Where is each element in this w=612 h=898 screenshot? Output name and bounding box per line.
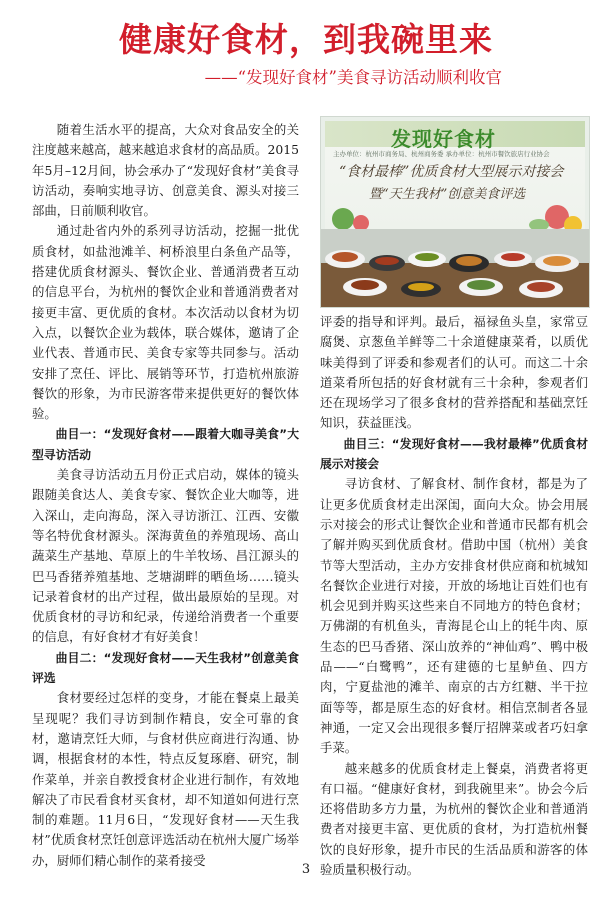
banner-logo-text: 发现好食材 xyxy=(391,127,496,151)
dishes-on-table xyxy=(321,229,589,307)
paragraph: 通过赴省内外的系列寻访活动，挖掘一批优质食材，如盐池滩羊、柯桥浪里白条鱼产品等，搭建优质食材源头、餐饮企业、普通消费者互动的信息平台，为杭州的餐饮企业和普通消费者对接更丰富、更优质的食材。本次活动以食材为切入点，以餐饮企业为载体，联合媒体，邀请了企业代表、普通市民、美食专家等共同参与。活动安排了烹任、评比、展销等环节，打造杭州旅游餐饮的形象，为市民游客带来提供更好的餐饮体验。 xyxy=(32,223,299,422)
banner-slogan-1: “食材最棒”优质食材大型展示对接会 xyxy=(339,164,564,180)
banner-vegetables-illustration xyxy=(325,199,585,233)
section-heading: 曲目二：“发现好食材——天生我材”创意美食评选 xyxy=(32,650,299,686)
event-photo xyxy=(320,116,590,308)
paragraph: 随着生活水平的提高，大众对食品安全的关注度越来越高，越来越追求食材的高品质。2015年5月–12月间，协会承办了“发现好食材”美食寻访活动，奏响实地寻访、创意美食、源头对接三部曲，日前顺利收官。 xyxy=(32,122,299,219)
paragraph: 美食寻访活动五月份正式启动，媒体的镜头跟随美食达人、美食专家、餐饮企业大咖等，进入深山，走向海岛，深入寻访浙江、江西、安徽等名特优食材源头。深海黄鱼的养殖现场、高山蔬菜生产基地、草原上的牛羊牧场、昌江源头的巴马香猪养殖基地、芝塘湖畔的晒鱼场……镜头记录着食材的出产过程，做出最原始的呈现。对优质食材的寻访和纪录，传递给消费者一个重要的信息，有好食材才有好美食！ xyxy=(32,467,299,645)
banner-organizers: 主办单位：杭州市商务局、杭州商务委 承办单位：杭州市餐饮旅店行业协会 xyxy=(333,150,550,158)
right-column xyxy=(320,312,588,880)
paragraph: 评委的指导和评判。最后，福禄鱼头皇，家常豆腐煲、京葱鱼羊鲜等二十余道健康菜肴，以质优味美得到了评委和参观者们的认可。而这二十余道菜肴所包括的好食材就有三十余种，参观者们还在现场学习了很多食材的营养搭配和基础烹饪知识，获益匪浅。 xyxy=(320,314,588,431)
banner-slogan-2: 暨“天生我材”创意美食评选 xyxy=(369,187,526,202)
event-banner xyxy=(325,121,585,233)
left-column xyxy=(32,120,299,871)
page-number: 3 xyxy=(301,862,311,877)
paragraph: 食材要经过怎样的变身，才能在餐桌上最美呈现呢？我们寻访到制作精良，安全可靠的食材，邀请烹饪大师，与食材供应商进行沟通、协调，根据食材的本性，特点反复琢磨、研究，制作菜单，并亲自教授食材企业进行制作，有效地解决了市民看食材买食材，却不知道如何进行烹制的难题。11月6日，“发现好食材——天生我材”优质食材烹饪创意评选活动在杭州大厦广场举办，厨师们精心制作的菜肴接受 xyxy=(32,690,299,868)
section-heading: 曲目一：“发现好食材——跟着大咖寻美食”大型寻访活动 xyxy=(32,427,299,462)
paragraph: 越来越多的优质食材走上餐桌，消费者将更有口福。“健康好食材，到我碗里来”。协会今后还将借助多方力量，为杭州的餐饮企业和普通消费者对接更丰富、更优质的食材，为打造杭州餐饮的良好形象，提升市民的生活品质和游客的体验质量积极行动。 xyxy=(320,760,588,878)
paragraph: 寻访食材、了解食材、制作食材，都是为了让更多优质食材走出深闺，面向大众。协会用展示对接会的形式让餐饮企业和普通市民都有机会了解并购买到优质食材。借助中国（杭州）美食节等大型活动，主办方安排食材供应商和杭城知名餐饮企业进行对接，开放的场地让百姓们也有机会见到并购买这些来自不同地方的特色食材；万佛湖的有机鱼头，青海昆仑山上的牦牛肉、原生态的巴马香猪、深山放养的“神仙鸡”、鸭中极品——“白鹭鸭”，还有建德的七星鲈鱼、四方肉，宁夏盐池的滩羊、南京的古方红糖、半干拉面等等，都是原生态的好食材。相信烹制者各显神通，一定又会出现很多餐厅招牌菜或者巧妇拿手菜。 xyxy=(320,476,588,756)
article-title: 健康好食材，到我碗里来 xyxy=(119,20,493,59)
article-subtitle: ——“发现好食材”美食寻访活动顺利收官 xyxy=(204,68,502,87)
section-heading: 曲目三：“发现好食材——我材最棒”优质食材展示对接会 xyxy=(320,436,588,472)
